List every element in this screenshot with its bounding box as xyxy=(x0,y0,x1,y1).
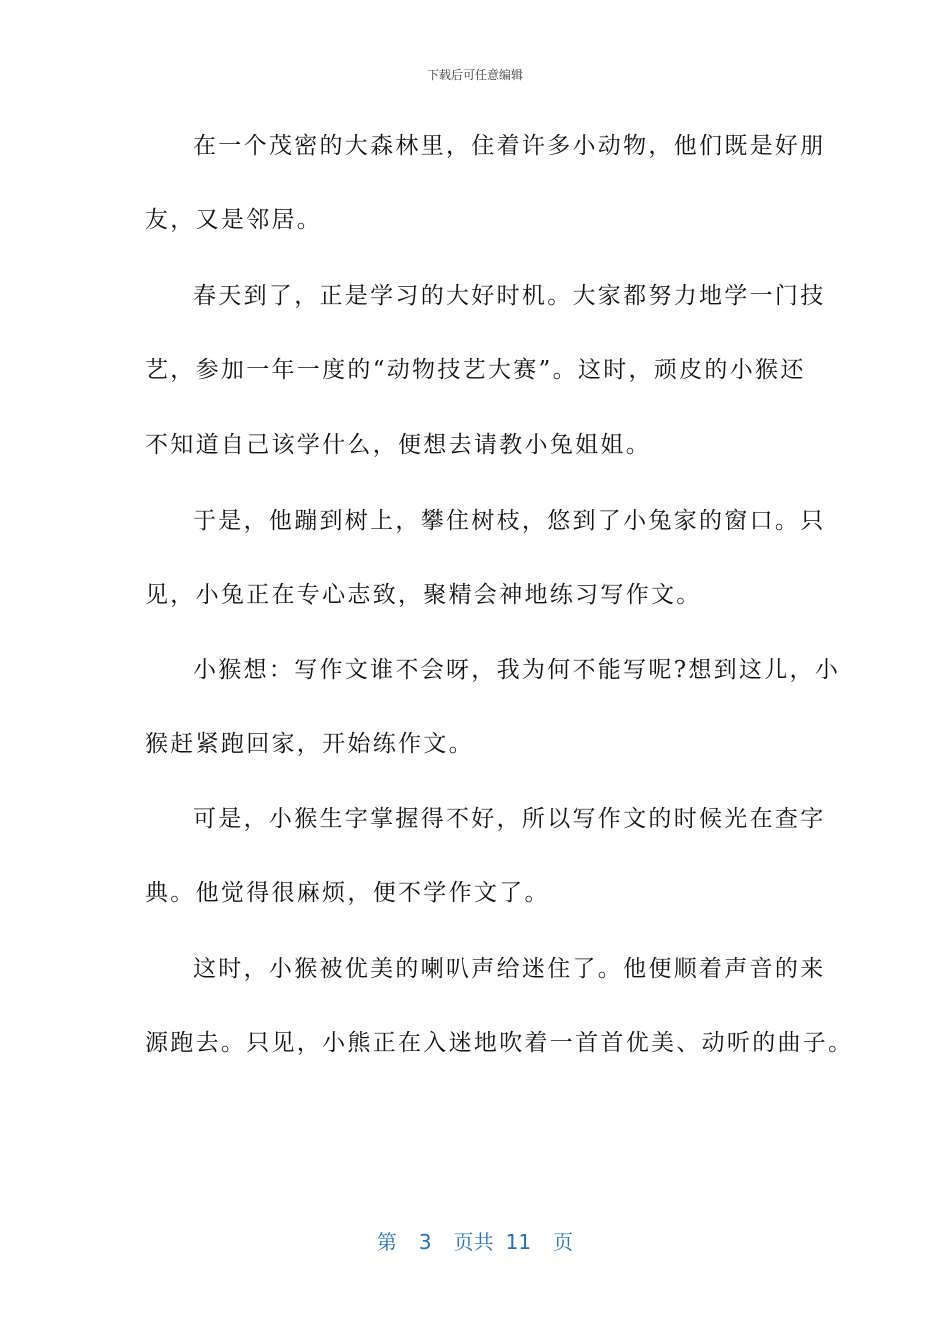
footer-total-pages: 11 xyxy=(505,1230,532,1254)
footer-page-word: 页共 xyxy=(453,1230,494,1254)
paragraph-1-line-2: 友，又是邻居。 xyxy=(145,207,323,233)
page-footer xyxy=(0,1226,950,1255)
paragraph-6-line-1: 这时，小猴被优美的喇叭声给迷住了。他便顺着声音的来 xyxy=(193,956,826,982)
footer-page-label: 第 xyxy=(376,1230,397,1254)
paragraph-6-line-2: 源跑去。只见，小熊正在入迷地吹着一首首优美、动听的曲子。 xyxy=(145,1030,854,1056)
paragraph-5-line-1: 可是，小猴生字掌握得不好，所以写作文的时候光在查字 xyxy=(193,806,826,832)
paragraph-5-line-2: 典。他觉得很麻烦，便不学作文了。 xyxy=(145,880,550,906)
paragraph-4-line-1: 小猴想：写作文谁不会呀，我为何不能写呢?想到这儿，小 xyxy=(193,657,841,683)
paragraph-4-line-2: 猴赶紧跑回家，开始练作文。 xyxy=(145,731,474,757)
paragraph-2-line-3: 不知道自己该学什么，便想去请教小兔姐姐。 xyxy=(145,432,651,458)
paragraph-2-line-2: 艺，参加一年一度的“动物技艺大赛”。这时，顽皮的小猴还 xyxy=(145,357,806,383)
footer-current-page: 3 xyxy=(418,1230,432,1254)
paragraph-2-line-1: 春天到了，正是学习的大好时机。大家都努力地学一门技 xyxy=(193,283,826,309)
paragraph-3-line-2: 见，小兔正在专心志致，聚精会神地练习写作文。 xyxy=(145,582,702,608)
footer-page-word-end: 页 xyxy=(553,1230,574,1254)
paragraph-3-line-1: 于是，他蹦到树上，攀住树枝，悠到了小兔家的窗口。只 xyxy=(193,508,826,534)
paragraph-1-line-1: 在一个茂密的大森林里，住着许多小动物，他们既是好朋 xyxy=(193,133,826,159)
page-header-note: 下载后可任意编辑 xyxy=(426,68,523,82)
